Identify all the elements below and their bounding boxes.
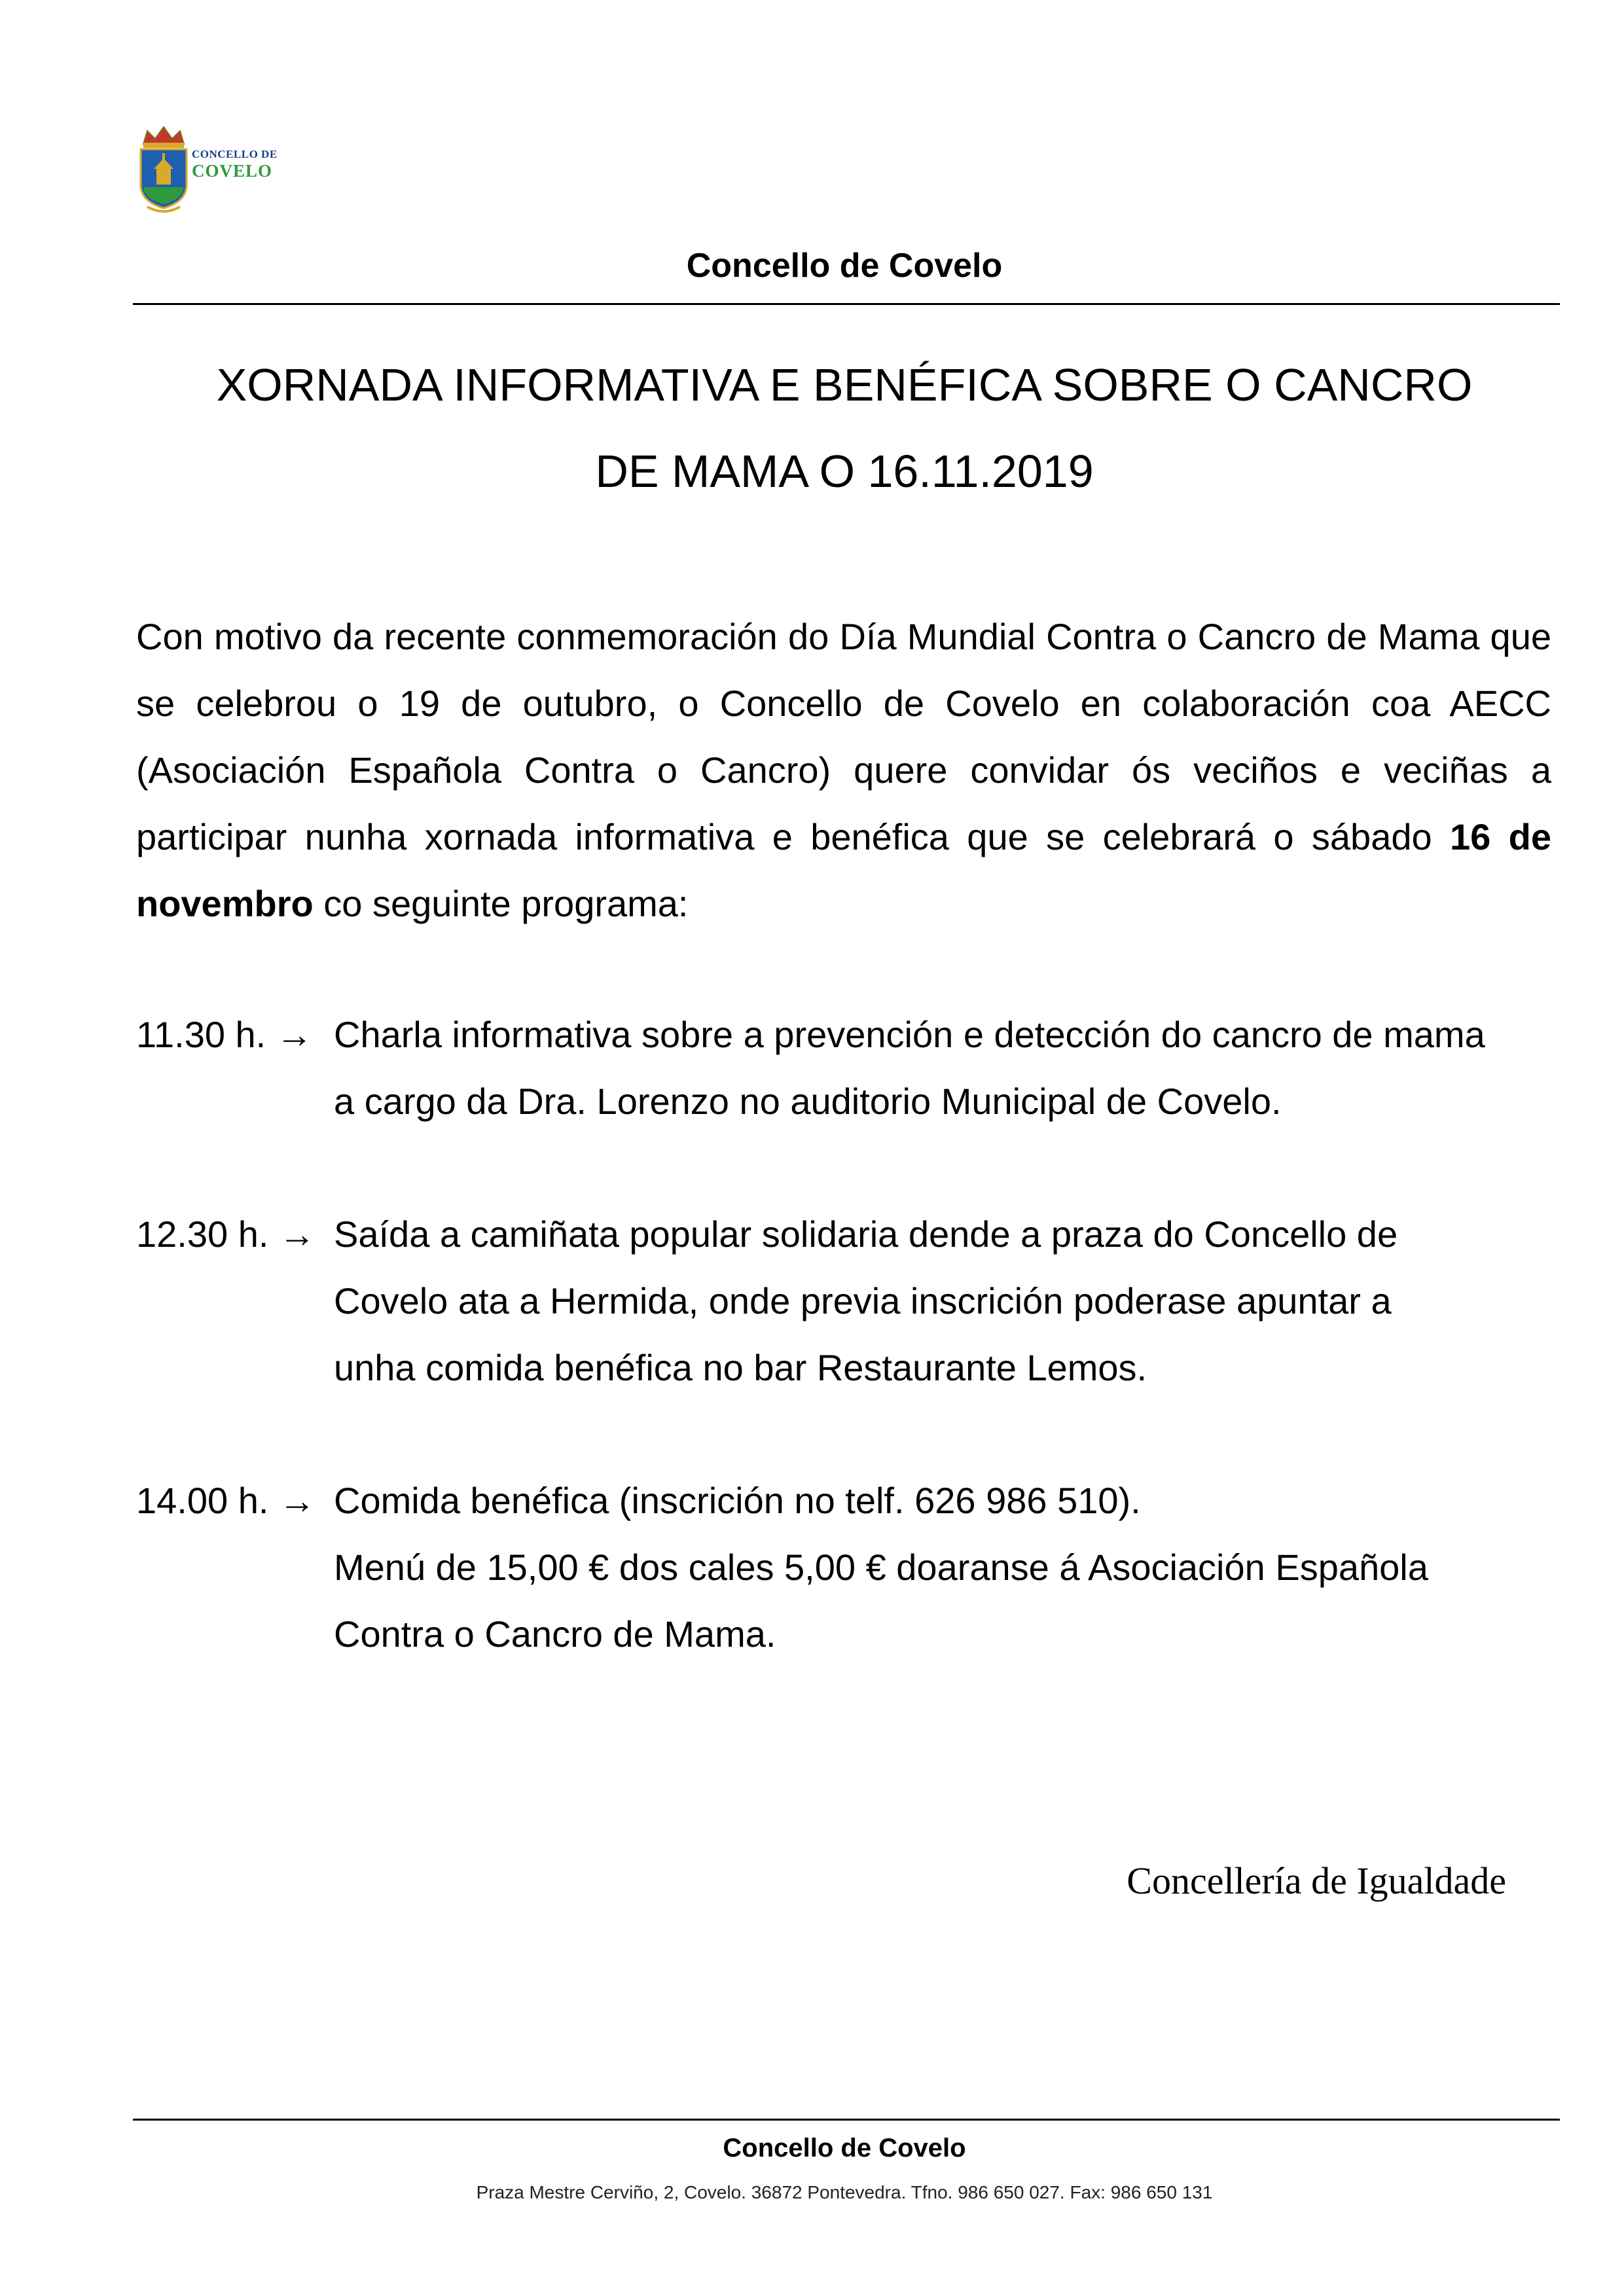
program-description — [334, 1201, 1564, 1401]
header-title: Concello de Covelo — [686, 247, 1003, 285]
program-line: Comida benéfica (inscrición no telf. 626 986 510). — [334, 1480, 1141, 1521]
coat-of-arms-icon — [134, 124, 193, 216]
logo-text-line1: CONCELLO DE — [192, 148, 278, 160]
footer-divider — [133, 2119, 1560, 2121]
intro-tail: co seguinte programa: — [323, 883, 689, 924]
header-divider — [133, 303, 1560, 305]
program-time: 14.00 h. → — [136, 1480, 316, 1521]
program-line: a cargo da Dra. Lorenzo no auditorio Municipal de Covelo. — [334, 1081, 1282, 1122]
intro-paragraph — [136, 603, 1551, 937]
document-title-line1: XORNADA INFORMATIVA E BENÉFICA SOBRE O CANCRO — [216, 359, 1473, 410]
program-line: Menú de 15,00 € dos cales 5,00 € doaranse á Asociación Española — [334, 1547, 1428, 1588]
event-date: 16 de novembro — [136, 816, 1551, 924]
footer-address: Praza Mestre Cerviño, 2, Covelo. 36872 Pontevedra. Tfno. 986 650 027. Fax: 986 650 131 — [476, 2182, 1213, 2202]
document-title-line2: DE MAMA O 16.11.2019 — [595, 446, 1094, 497]
logo-text-line2: COVELO — [192, 161, 273, 181]
program-time: 12.30 h. → — [136, 1213, 316, 1255]
program-line: Contra o Cancro de Mama. — [334, 1613, 776, 1655]
signature: Concellería de Igualdade — [1127, 1859, 1506, 1902]
covelo-logo — [134, 124, 285, 216]
program-line: Saída a camiñata popular solidaria dende a praza do Concello de — [334, 1213, 1398, 1255]
program-description — [334, 1001, 1564, 1135]
program-description — [334, 1467, 1564, 1668]
program-line: Charla informativa sobre a prevención e detección do cancro de mama — [334, 1014, 1485, 1055]
footer-title: Concello de Covelo — [723, 2134, 966, 2162]
program-line: Covelo ata a Hermida, onde previa inscrición poderase apuntar a — [334, 1280, 1392, 1321]
intro-text: Con motivo da recente conmemoración do Día Mundial Contra o Cancro de Mama que se celebrou o 19 de outubro, o Concello de Covelo en colaboración coa AECC (Asociación Española Contra o Cancro) quere convidar ós veciños e veciñas a participar nunha xornada informativa e benéfica que se celebrará o sábado — [136, 616, 1551, 857]
program-time: 11.30 h. → — [136, 1014, 313, 1055]
program-line: unha comida benéfica no bar Restaurante Lemos. — [334, 1347, 1147, 1388]
